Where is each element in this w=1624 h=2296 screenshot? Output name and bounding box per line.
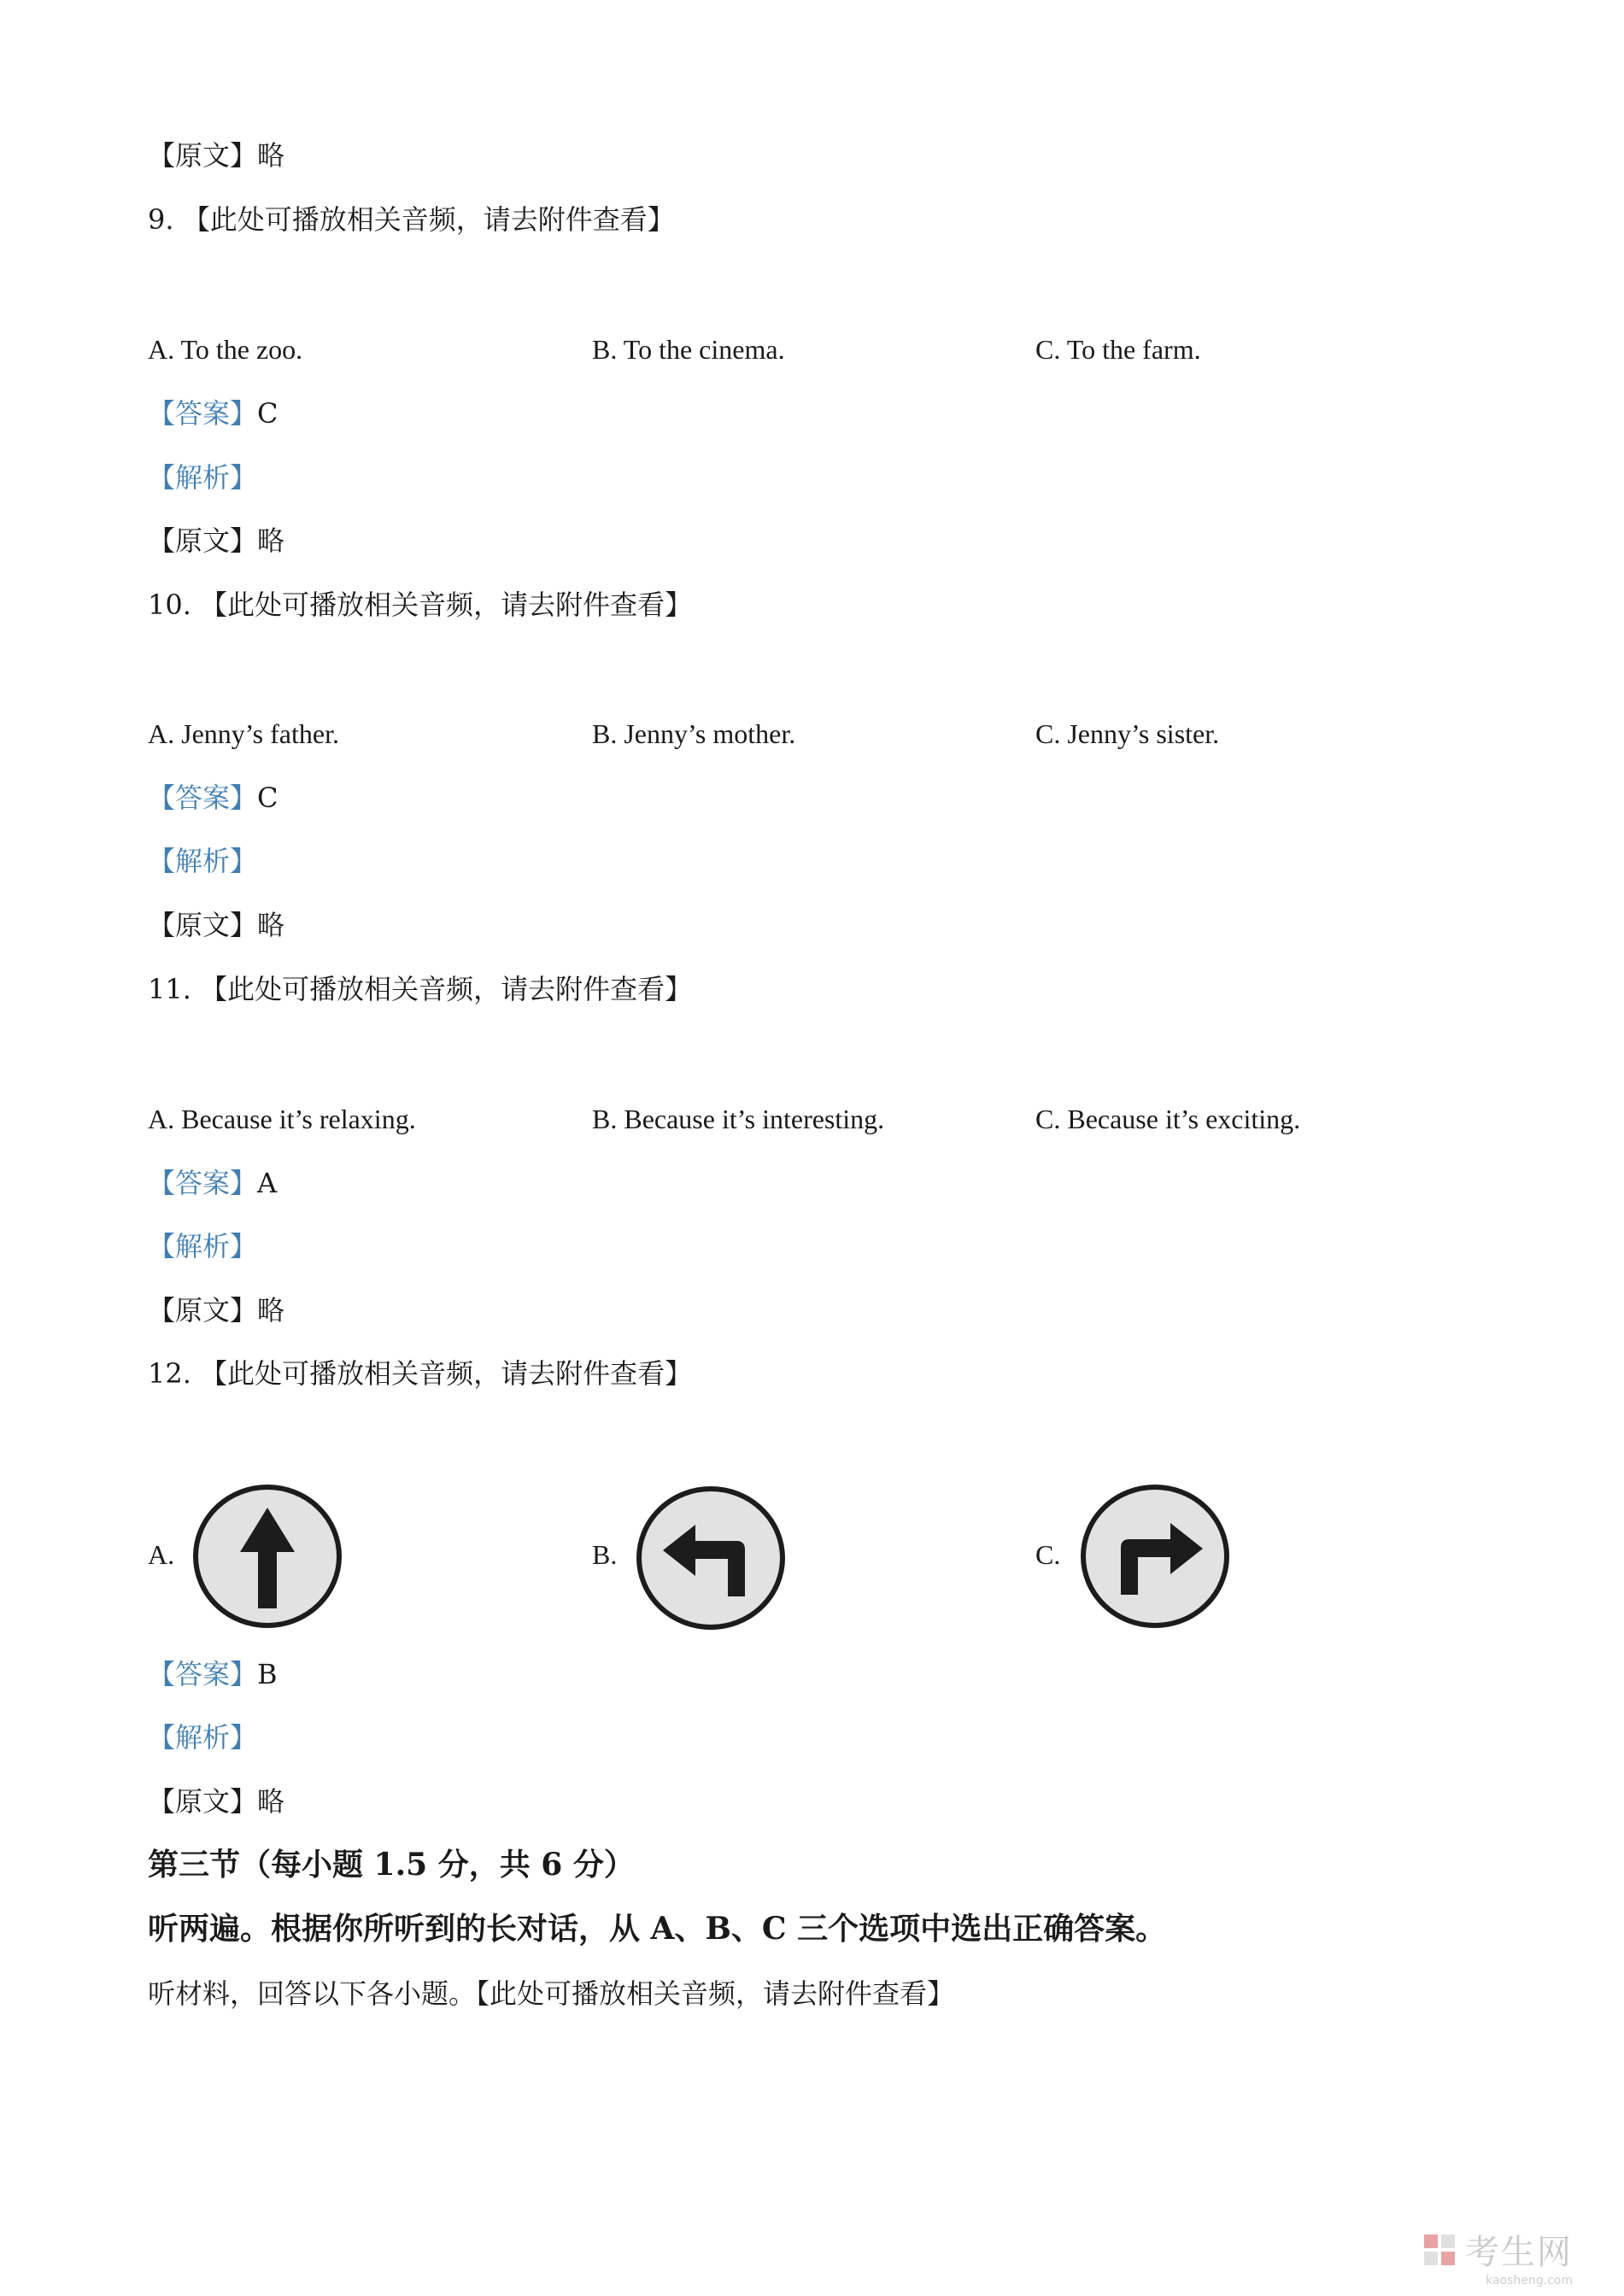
q11-option-b: B. Because it’s interesting. [592, 1104, 885, 1134]
section-instruction: 听两遍。根据你所听到的长对话，从 A、B、C 三个选项中选出正确答案。 [148, 1911, 1167, 1947]
q12-source: 【原文】略 [148, 1785, 285, 1818]
q11-answer [148, 1166, 277, 1200]
q9-source: 【原文】略 [148, 524, 285, 557]
q12-option-b: B. [592, 1539, 618, 1570]
turn-right-arrow-sign-icon [1078, 1482, 1232, 1631]
q10-source: 【原文】略 [148, 909, 285, 941]
q9-answer [148, 396, 278, 430]
q12-option-a: A. [148, 1539, 175, 1570]
answer-label: 【答案】 [148, 1658, 258, 1690]
q11-source: 【原文】略 [148, 1294, 285, 1327]
q11-analysis: 【解析】 [148, 1230, 258, 1262]
watermark-text: 考生网 [1465, 2233, 1573, 2272]
q9-option-b: B. To the cinema. [592, 334, 785, 365]
q10-option-c: C. Jenny’s sister. [1035, 718, 1220, 749]
question-11-prompt: 11. 【此处可播放相关音频，请去附件查看】 [148, 973, 693, 1005]
answer-label: 【答案】 [148, 1167, 258, 1199]
question-12-prompt: 12. 【此处可播放相关音频，请去附件查看】 [148, 1357, 693, 1390]
answer-label: 【答案】 [148, 782, 258, 814]
question-9-prompt: 9. 【此处可播放相关音频，请去附件查看】 [148, 203, 675, 236]
answer-value: C [257, 782, 278, 814]
q10-option-a: A. Jenny’s father. [148, 718, 339, 749]
answer-label: 【答案】 [148, 397, 258, 430]
watermark-logo-icon [1422, 2233, 1457, 2267]
q9-analysis: 【解析】 [148, 461, 258, 494]
straight-arrow-sign-icon [191, 1482, 344, 1631]
source-text: 【原文】略 [148, 139, 285, 172]
section-note: 听材料，回答以下各小题。【此处可播放相关音频，请去附件查看】 [148, 1977, 955, 2010]
q10-analysis: 【解析】 [148, 845, 258, 877]
answer-value: C [257, 397, 278, 430]
turn-left-arrow-sign-icon [634, 1484, 788, 1632]
q12-option-c: C. [1035, 1539, 1061, 1570]
q10-answer [148, 781, 278, 815]
q12-answer [148, 1657, 278, 1691]
q9-option-c: C. To the farm. [1035, 334, 1201, 365]
q12-analysis: 【解析】 [148, 1721, 258, 1754]
q10-option-b: B. Jenny’s mother. [592, 718, 796, 749]
answer-value: B [257, 1658, 278, 1690]
section-title: 第三节（每小题 1.5 分，共 6 分） [148, 1847, 635, 1883]
question-10-prompt: 10. 【此处可播放相关音频，请去附件查看】 [148, 589, 693, 621]
q9-option-a: A. To the zoo. [148, 334, 303, 365]
watermark [1422, 2225, 1573, 2274]
q11-option-a: A. Because it’s relaxing. [148, 1104, 416, 1134]
q11-option-c: C. Because it’s exciting. [1035, 1104, 1301, 1134]
answer-value: A [257, 1167, 278, 1199]
watermark-subtext: kaosheng.com [1486, 2274, 1573, 2287]
